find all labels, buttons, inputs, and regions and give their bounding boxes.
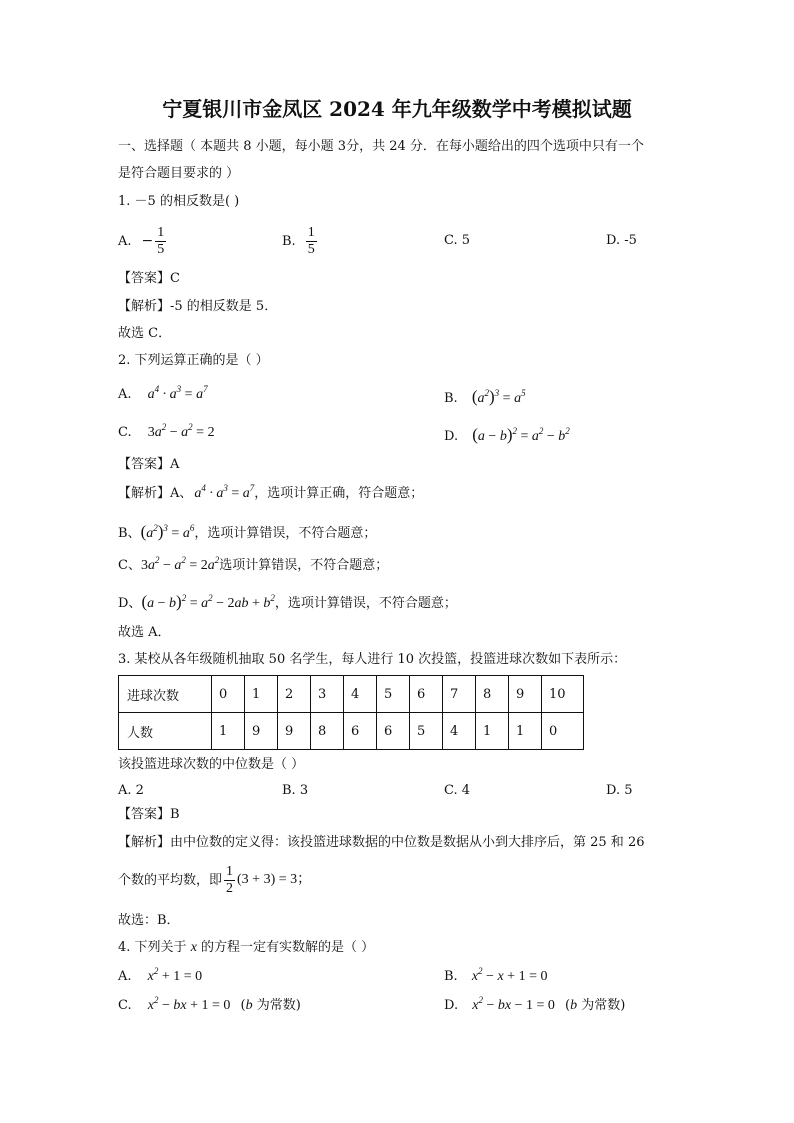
table-cell: 3 (311, 676, 344, 713)
q4-option-b-label: B. (444, 969, 458, 984)
section-heading-line2: 是符合题目要求的 ） (118, 166, 240, 181)
q3-analysis-line2-suffix: (3 + 3) = 3； (237, 872, 312, 887)
q2-answer: 【答案】A (118, 457, 180, 472)
q1-option-b-label: B. (282, 233, 296, 249)
q1-option-a-denominator: 5 (157, 241, 165, 257)
table-cell: 6 (410, 676, 443, 713)
q1-option-a-label: A. (118, 233, 132, 249)
q1-option-d: D. -5 (606, 233, 637, 248)
page-title: 宁夏银川市金凤区 2024 年九年级数学中考模拟试题 (162, 97, 632, 121)
q2-explanation-d-suffix: ，选项计算错误，不符合题意； (274, 596, 457, 611)
table-cell: 5 (410, 713, 443, 750)
q2-option-c (118, 422, 215, 440)
table-cell: 8 (311, 713, 344, 750)
q3-analysis-fraction (224, 864, 235, 897)
table-cell: 4 (443, 713, 476, 750)
q3-option-c: C. 4 (444, 783, 471, 798)
q3-option-d: D. 5 (606, 783, 633, 798)
q2-explanation-a-suffix: ，选项计算正确，符合题意； (254, 486, 424, 501)
q4-option-c-note-text: 为常数) (256, 998, 301, 1013)
table-cell: 2 (278, 676, 311, 713)
q1-analysis: 【解析】-5 的相反数是 5． (118, 299, 278, 314)
section-heading-line1: 一、选择题（ 本题共 8 小题，每小题 3分，共 24 分．在每小题给出的四个选项中只有一个 (118, 139, 644, 154)
q3-option-b: B. 3 (282, 783, 309, 798)
q4-stem-suffix: 的方程一定有实数解的是（ ） (201, 940, 375, 955)
table-cell: 8 (476, 676, 509, 713)
q2-explanation-b (118, 523, 376, 541)
q2-explanation-b-expr: $(a^2)^3 = a^6$ (140, 522, 195, 541)
q2-option-a-expr: $a^4 \cdot a^3 = a^7$ (147, 384, 208, 402)
table-cell: 9 (278, 713, 311, 750)
table-row-header: 进球次数 (119, 676, 212, 713)
q2-option-a (118, 384, 208, 402)
q4-option-c (118, 995, 301, 1013)
table-cell: 10 (542, 676, 584, 713)
q2-stem: 2. 下列运算正确的是（ ） (118, 353, 269, 368)
q4-option-d-note-text: 为常数) (581, 998, 626, 1013)
table-row (119, 713, 584, 750)
q1-option-a-fraction (155, 225, 166, 258)
q4-stem (118, 941, 374, 955)
q3-analysis-line1: 【解析】由中位数的定义得：该投篮进球数据的中位数是数据从小到大排序后，第 25 和 26 (118, 835, 645, 850)
table-row (119, 676, 584, 713)
table-cell: 4 (344, 676, 377, 713)
q4-option-d (444, 995, 626, 1013)
table-cell: 1 (212, 713, 245, 750)
q4-option-a-expr: $x^2 + 1 = 0$ (147, 966, 203, 984)
table-cell: 9 (509, 676, 542, 713)
q2-explanation-a-prefix: 【解析】A、 (118, 486, 193, 501)
q4-option-b-expr: $x^2 - x + 1 = 0$ (471, 966, 548, 984)
q3-data-table (118, 675, 584, 750)
q1-option-c: C. 5 (444, 233, 471, 248)
table-cell: 1 (476, 713, 509, 750)
q2-option-d-expr: $(a - b)^2 = a^2 - b^2$ (472, 425, 570, 444)
q3-option-a: A. 2 (118, 783, 144, 798)
q2-option-c-label: C. (118, 425, 132, 440)
q4-option-a-label: A. (118, 969, 132, 984)
q4-option-a (118, 966, 203, 984)
table-cell: 1 (509, 713, 542, 750)
table-cell: 0 (212, 676, 245, 713)
q1-conclusion: 故选 C． (118, 326, 172, 341)
q2-explanation-c (118, 555, 389, 573)
q1-option-a-numerator: 1 (157, 224, 165, 240)
q3-answer: 【答案】B (118, 807, 180, 822)
q4-option-d-note: (b 为常数) (565, 998, 626, 1013)
q3-analysis-fraction-denominator: 2 (226, 880, 234, 896)
q2-explanation-b-suffix: ，选项计算错误，不符合题意； (194, 526, 377, 541)
table-cell: 1 (245, 676, 278, 713)
q4-option-c-expr: $x^2$ − bx + 1 = 0 (147, 995, 231, 1013)
table-cell: 6 (344, 713, 377, 750)
q4-stem-prefix: 4. 下列关于 (118, 940, 187, 955)
q2-explanation-b-prefix: B、 (118, 526, 141, 541)
table-cell: 7 (443, 676, 476, 713)
table-cell: 9 (245, 713, 278, 750)
q2-explanation-a-expr: $a^4 \cdot a^3 = a^7$ (194, 483, 255, 501)
q2-explanation-c-prefix: C、 (118, 558, 141, 573)
q2-explanation-d (118, 593, 457, 611)
q1-option-a-sign: − (141, 233, 154, 249)
q2-option-d (444, 426, 570, 444)
q2-option-b (444, 388, 526, 406)
q4-option-d-label: D. (444, 998, 459, 1013)
q2-option-b-expr: $(a^2)^3 = a^5$ (471, 387, 526, 406)
q2-explanation-c-expr: $3a^2 - a^2 = 2a^2$ (140, 555, 220, 573)
q1-option-a (118, 221, 166, 261)
q2-explanation-a (118, 483, 424, 501)
q3-question: 该投篮进球次数的中位数是（ ） (118, 757, 305, 772)
q4-option-b (444, 966, 548, 984)
table-cell: 5 (377, 676, 410, 713)
q2-conclusion: 故选 A． (118, 625, 171, 640)
table-row-header: 人数 (119, 713, 212, 750)
q4-option-d-expr: $x^2$ − bx − 1 = 0 (472, 995, 555, 1013)
q1-stem: 1. －5 的相反数是( ) (118, 194, 240, 209)
table-cell: 0 (542, 713, 584, 750)
q2-option-c-expr: $3a^2 - a^2 = 2$ (147, 422, 215, 440)
q4-option-c-label: C. (118, 998, 132, 1013)
q2-option-b-label: B. (444, 391, 458, 406)
q3-analysis-line2-prefix: 个数的平均数，即 (118, 872, 223, 888)
q2-explanation-c-suffix: 选项计算错误，不符合题意； (219, 558, 389, 573)
q4-option-c-note: (b 为常数) (240, 998, 301, 1013)
q2-option-d-label: D. (444, 429, 459, 444)
q1-answer: 【答案】C (118, 271, 180, 286)
q3-stem: 3. 某校从各年级随机抽取 50 名学生，每人进行 10 次投篮，投篮进球次数如下表所示： (118, 652, 627, 667)
q1-option-b (282, 221, 317, 261)
q1-option-b-denominator: 5 (307, 241, 315, 257)
q3-analysis-line2 (118, 860, 311, 900)
q2-explanation-d-prefix: D、 (118, 596, 142, 611)
q3-conclusion: 故选：B． (118, 913, 180, 928)
q1-option-b-numerator: 1 (307, 224, 315, 240)
q2-option-a-label: A. (118, 387, 132, 402)
q3-analysis-fraction-numerator: 1 (226, 863, 234, 879)
q4-stem-variable: x (190, 940, 197, 955)
table-cell: 6 (377, 713, 410, 750)
q1-option-b-fraction (306, 225, 317, 258)
q2-explanation-d-expr: $(a - b)^2 = a^2 - 2ab + b^2$ (141, 592, 275, 611)
